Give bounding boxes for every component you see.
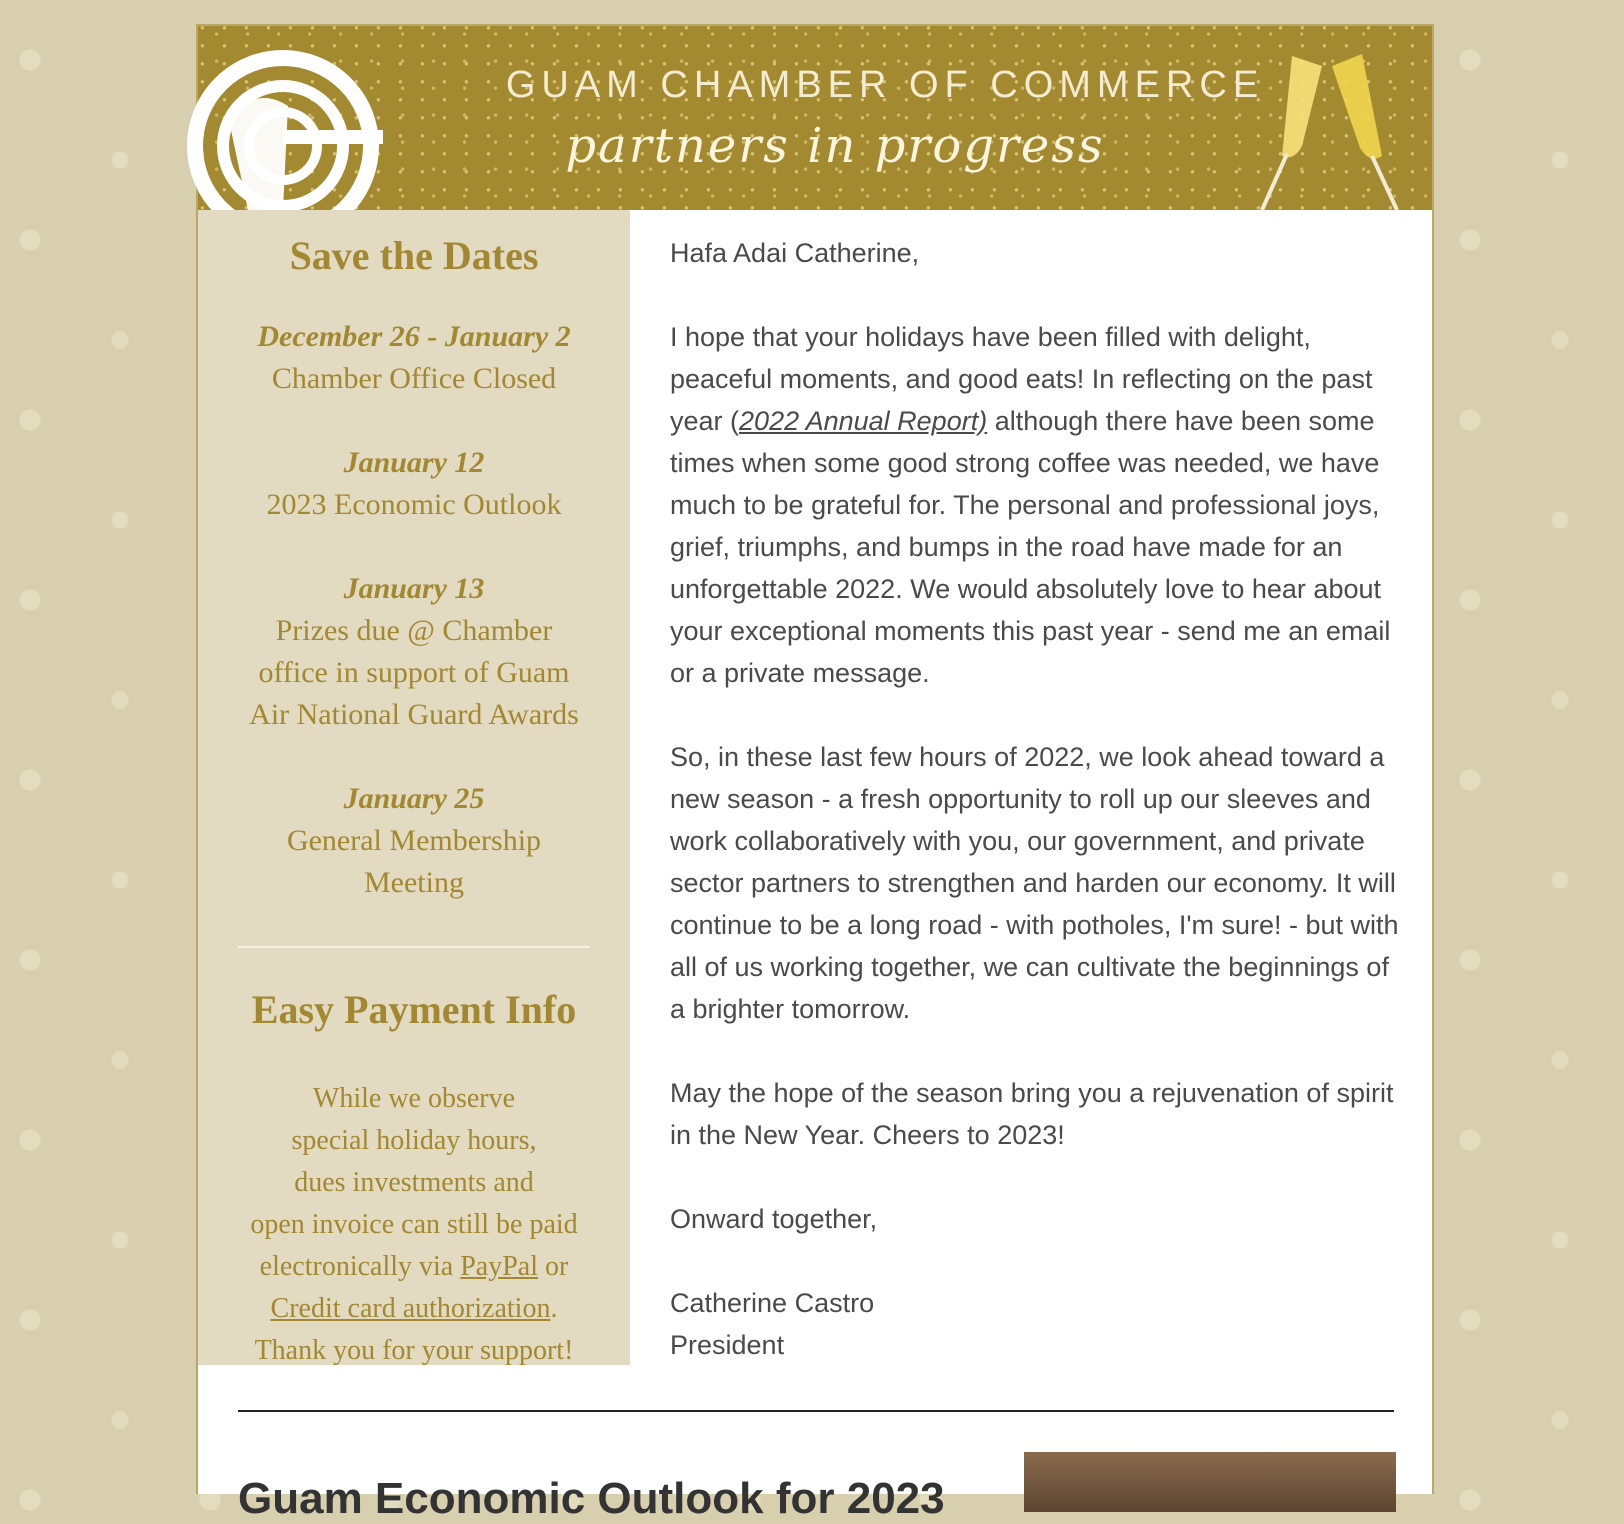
letter-greeting: Hafa Adai Catherine, — [670, 238, 920, 268]
section-divider — [238, 1410, 1394, 1412]
payment-line — [238, 1246, 590, 1288]
date-item — [198, 316, 630, 400]
credit-card-link[interactable]: Credit card authorization — [270, 1293, 551, 1324]
date-label: January 12 — [343, 446, 485, 479]
letter-closing: Onward together, — [670, 1204, 878, 1234]
email-body — [196, 24, 1434, 1523]
payment-text-fragment: . — [550, 1293, 558, 1324]
paypal-link[interactable]: PayPal — [460, 1251, 539, 1282]
payment-line: open invoice can still be paid — [250, 1209, 578, 1240]
paragraph-text: I hope that your holidays have been filled with delight, peaceful moments, and good eats! In reflecting on the past year ( — [670, 322, 1373, 436]
date-label: December 26 - January 2 — [257, 320, 571, 353]
signature-title: President — [670, 1330, 785, 1360]
date-description: Prizes due @ Chamber office in support of Guam Air National Guard Awards — [249, 614, 579, 731]
letter-paragraph: So, in these last few hours of 2022, we look ahead toward a new season - a fresh opportunity to roll up our sleeves and work collaboratively with you, our government, and private sector partners to strengthen and harden our economy. It will continue to be a long road - with potholes, I'm sure! - but with all of us working together, we can cultivate the beginnings of a brighter tomorrow. — [670, 742, 1399, 1024]
date-description: Chamber Office Closed — [271, 362, 557, 395]
date-item — [198, 778, 630, 904]
payment-text — [198, 1078, 630, 1372]
payment-line: Thank you for your support! — [254, 1335, 574, 1366]
date-item — [198, 568, 630, 736]
paragraph-text: although there have been some times when some good strong coffee was needed, we have much to be grateful for. The personal and professional joys, grief, triumphs, and bumps in the road have made for an unforgettable 2022. We would absolutely love to hear about your exceptional moments this past year - send me an email or a private message. — [670, 406, 1391, 688]
payment-text-fragment: or — [538, 1251, 569, 1282]
header-banner — [198, 26, 1432, 210]
annual-report-link[interactable]: 2022 Annual Report) — [739, 406, 988, 436]
sidebar — [198, 210, 630, 1365]
date-label: January 13 — [343, 572, 485, 605]
date-description: General Membership Meeting — [286, 824, 542, 899]
payment-line: special holiday hours, — [291, 1125, 537, 1156]
next-section-title: Guam Economic Outlook for 2023 — [238, 1474, 945, 1523]
payment-heading: Easy Payment Info — [251, 987, 577, 1032]
champagne-glasses-icon — [1232, 26, 1422, 210]
letter-paragraph: May the hope of the season bring you a rejuvenation of spirit in the New Year. Cheers to 2023! — [670, 1078, 1394, 1150]
save-dates-heading: Save the Dates — [289, 233, 539, 278]
signature-name: Catherine Castro — [670, 1288, 875, 1318]
dates-list — [198, 316, 630, 904]
banner-subtitle: partners in progress — [565, 118, 1105, 174]
letter-content — [670, 210, 1400, 1366]
payment-line: dues investments and — [294, 1167, 534, 1198]
payment-line: While we observe — [312, 1083, 516, 1114]
banner-title: GUAM CHAMBER OF COMMERCE — [505, 64, 1265, 106]
date-description: 2023 Economic Outlook — [266, 488, 562, 521]
payment-line — [238, 1288, 590, 1330]
letter-paragraph — [670, 316, 1400, 694]
date-item — [198, 442, 630, 526]
payment-text-fragment: electronically via — [259, 1251, 461, 1282]
event-photo — [1024, 1452, 1396, 1512]
sidebar-divider — [238, 946, 590, 948]
date-label: January 25 — [343, 782, 485, 815]
